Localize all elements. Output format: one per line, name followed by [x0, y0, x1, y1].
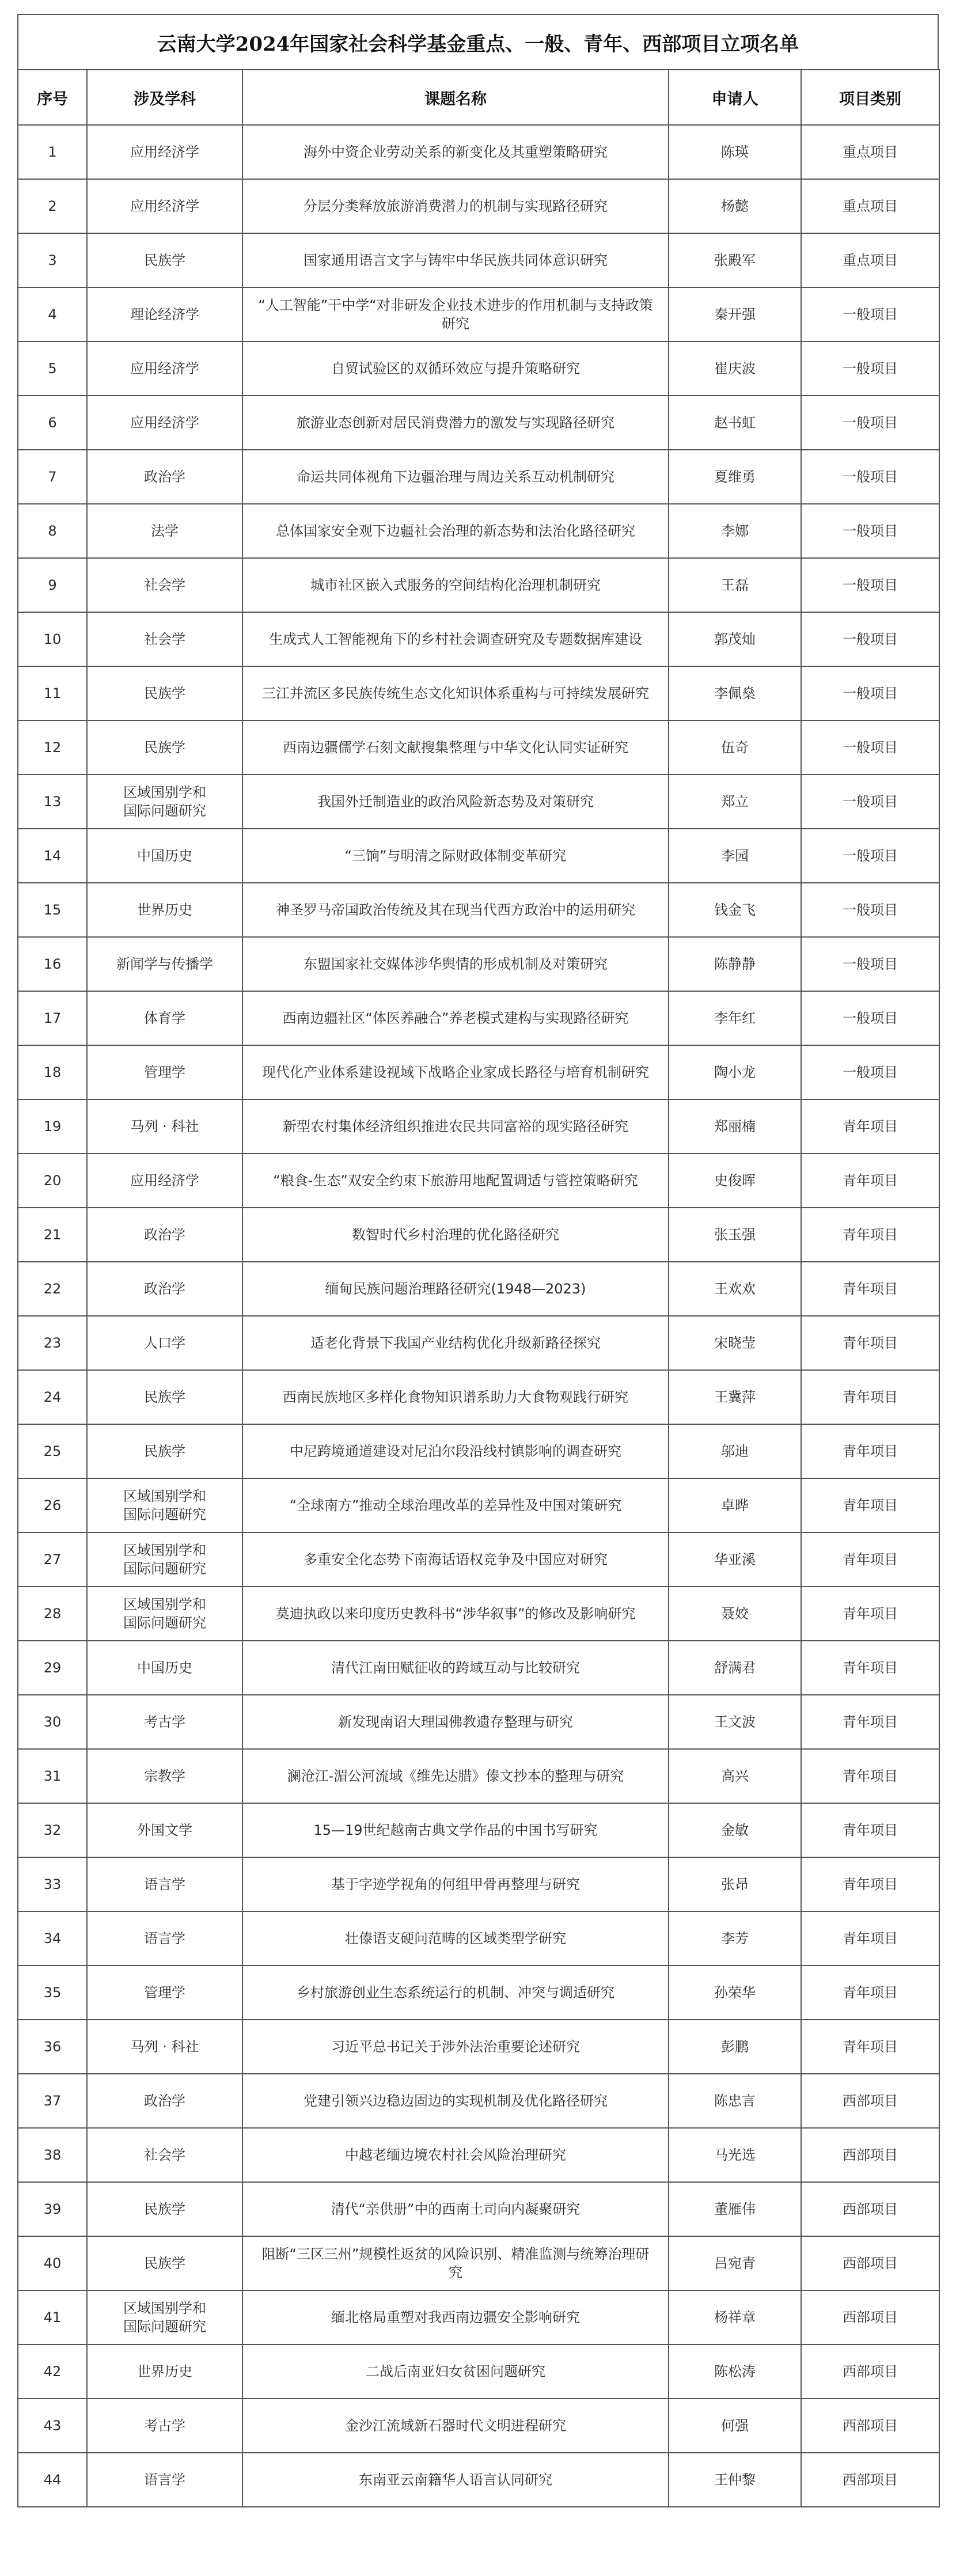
table-row	[18, 1532, 939, 1587]
cell-subject: 体育学	[87, 991, 242, 1045]
cell-index: 35	[18, 1966, 87, 2020]
table-row	[18, 233, 939, 287]
cell-subject: 考古学	[87, 2399, 242, 2453]
cell-project-type: 西部项目	[801, 2128, 939, 2182]
cell-project-type: 青年项目	[801, 1208, 939, 1262]
table-row	[18, 1478, 939, 1532]
cell-applicant: 马光选	[669, 2128, 801, 2182]
cell-project-name: 多重安全化态势下南海话语权竞争及中国应对研究	[242, 1532, 669, 1587]
cell-subject: 政治学	[87, 1262, 242, 1316]
cell-project-name: 城市社区嵌入式服务的空间结构化治理机制研究	[242, 558, 669, 612]
cell-index: 24	[18, 1370, 87, 1424]
cell-project-type: 一般项目	[801, 720, 939, 775]
cell-project-type: 一般项目	[801, 558, 939, 612]
cell-project-type: 西部项目	[801, 2290, 939, 2344]
cell-project-name: 基于字迹学视角的何组甲骨再整理与研究	[242, 1857, 669, 1911]
cell-applicant: 秦开强	[669, 287, 801, 342]
cell-project-type: 青年项目	[801, 1262, 939, 1316]
cell-index: 5	[18, 342, 87, 396]
cell-subject: 政治学	[87, 2074, 242, 2128]
table-row	[18, 1695, 939, 1749]
cell-project-type: 青年项目	[801, 1911, 939, 1966]
cell-project-name: 缅北格局重塑对我西南边疆安全影响研究	[242, 2290, 669, 2344]
cell-project-name: 自贸试验区的双循环效应与提升策略研究	[242, 342, 669, 396]
cell-project-type: 青年项目	[801, 1966, 939, 2020]
cell-project-type: 一般项目	[801, 1045, 939, 1099]
table-row	[18, 2344, 939, 2399]
cell-project-name: 金沙江流域新石器时代文明进程研究	[242, 2399, 669, 2453]
cell-index: 43	[18, 2399, 87, 2453]
cell-subject: 民族学	[87, 2236, 242, 2290]
cell-subject: 民族学	[87, 2182, 242, 2236]
table-row	[18, 1749, 939, 1803]
cell-subject: 区域国别学和 国际问题研究	[87, 1587, 242, 1641]
cell-subject: 民族学	[87, 1370, 242, 1424]
cell-index: 10	[18, 612, 87, 666]
cell-applicant: 卓晔	[669, 1478, 801, 1532]
cell-project-type: 青年项目	[801, 1532, 939, 1587]
table-row	[18, 1262, 939, 1316]
cell-index: 16	[18, 937, 87, 991]
cell-project-name: 东南亚云南籍华人语言认同研究	[242, 2453, 669, 2507]
cell-project-type: 一般项目	[801, 504, 939, 558]
cell-subject: 人口学	[87, 1316, 242, 1370]
cell-subject: 法学	[87, 504, 242, 558]
table-row	[18, 2074, 939, 2128]
table-row	[18, 937, 939, 991]
header-project-name: 课题名称	[242, 70, 669, 125]
cell-project-name: 命运共同体视角下边疆治理与周边关系互动机制研究	[242, 450, 669, 504]
cell-applicant: 高兴	[669, 1749, 801, 1803]
table-row	[18, 2020, 939, 2074]
cell-subject: 世界历史	[87, 883, 242, 937]
cell-subject: 应用经济学	[87, 125, 242, 179]
cell-project-type: 一般项目	[801, 396, 939, 450]
cell-applicant: 杨祥章	[669, 2290, 801, 2344]
cell-project-type: 青年项目	[801, 1370, 939, 1424]
cell-project-type: 一般项目	[801, 666, 939, 720]
cell-applicant: 崔庆波	[669, 342, 801, 396]
cell-project-name: 西南民族地区多样化食物知识谱系助力大食物观践行研究	[242, 1370, 669, 1424]
cell-index: 12	[18, 720, 87, 775]
cell-applicant: 伍奇	[669, 720, 801, 775]
cell-subject: 区域国别学和 国际问题研究	[87, 1478, 242, 1532]
cell-subject: 理论经济学	[87, 287, 242, 342]
cell-project-name: 我国外迁制造业的政治风险新态势及对策研究	[242, 775, 669, 829]
cell-subject: 政治学	[87, 1208, 242, 1262]
cell-index: 9	[18, 558, 87, 612]
cell-index: 4	[18, 287, 87, 342]
cell-index: 6	[18, 396, 87, 450]
cell-project-name: 总体国家安全观下边疆社会治理的新态势和法治化路径研究	[242, 504, 669, 558]
cell-index: 18	[18, 1045, 87, 1099]
cell-project-name: 15—19世纪越南古典文学作品的中国书写研究	[242, 1803, 669, 1857]
cell-subject: 民族学	[87, 233, 242, 287]
cell-index: 22	[18, 1262, 87, 1316]
cell-project-type: 一般项目	[801, 883, 939, 937]
table-row	[18, 2290, 939, 2344]
cell-project-name: 阻断“三区三州”规模性返贫的风险识别、精准监测与统筹治理研究	[242, 2236, 669, 2290]
cell-index: 2	[18, 179, 87, 233]
cell-project-name: 新发现南诏大理国佛教遗存整理与研究	[242, 1695, 669, 1749]
cell-project-name: 中越老缅边境农村社会风险治理研究	[242, 2128, 669, 2182]
cell-project-name: 东盟国家社交媒体涉华舆情的形成机制及对策研究	[242, 937, 669, 991]
cell-project-type: 一般项目	[801, 450, 939, 504]
cell-subject: 应用经济学	[87, 179, 242, 233]
cell-applicant: 金敏	[669, 1803, 801, 1857]
cell-project-type: 青年项目	[801, 1316, 939, 1370]
table-row	[18, 450, 939, 504]
cell-subject: 社会学	[87, 612, 242, 666]
cell-subject: 民族学	[87, 720, 242, 775]
cell-project-type: 一般项目	[801, 612, 939, 666]
cell-project-name: 神圣罗马帝国政治传统及其在现当代西方政治中的运用研究	[242, 883, 669, 937]
cell-index: 23	[18, 1316, 87, 1370]
cell-project-type: 西部项目	[801, 2399, 939, 2453]
cell-subject: 语言学	[87, 2453, 242, 2507]
table-row	[18, 2128, 939, 2182]
cell-project-name: 壮傣语支硬问范畴的区域类型学研究	[242, 1911, 669, 1966]
cell-subject: 区域国别学和 国际问题研究	[87, 775, 242, 829]
cell-applicant: 李佩燊	[669, 666, 801, 720]
table-row	[18, 720, 939, 775]
cell-subject: 区域国别学和 国际问题研究	[87, 2290, 242, 2344]
cell-index: 7	[18, 450, 87, 504]
cell-project-name: “人工智能”干中学“对非研发企业技术进步的作用机制与支持政策研究	[242, 287, 669, 342]
cell-applicant: 张昂	[669, 1857, 801, 1911]
table-row	[18, 612, 939, 666]
cell-subject: 政治学	[87, 450, 242, 504]
cell-project-name: 现代化产业体系建设视域下战略企业家成长路径与培育机制研究	[242, 1045, 669, 1099]
cell-project-type: 青年项目	[801, 1424, 939, 1478]
table-row	[18, 1316, 939, 1370]
header-index: 序号	[18, 70, 87, 125]
cell-subject: 宗教学	[87, 1749, 242, 1803]
cell-project-name: 分层分类释放旅游消费潜力的机制与实现路径研究	[242, 179, 669, 233]
cell-project-name: 适老化背景下我国产业结构优化升级新路径探究	[242, 1316, 669, 1370]
cell-subject: 应用经济学	[87, 1154, 242, 1208]
table-row	[18, 287, 939, 342]
cell-subject: 应用经济学	[87, 342, 242, 396]
cell-applicant: 彭鹏	[669, 2020, 801, 2074]
cell-index: 38	[18, 2128, 87, 2182]
cell-project-type: 青年项目	[801, 1641, 939, 1695]
cell-project-type: 青年项目	[801, 1478, 939, 1532]
cell-index: 13	[18, 775, 87, 829]
cell-index: 8	[18, 504, 87, 558]
cell-project-name: 西南边疆儒学石刻文献搜集整理与中华文化认同实证研究	[242, 720, 669, 775]
cell-project-type: 西部项目	[801, 2074, 939, 2128]
cell-index: 17	[18, 991, 87, 1045]
cell-project-name: “粮食-生态”双安全约束下旅游用地配置调适与管控策略研究	[242, 1154, 669, 1208]
cell-project-type: 青年项目	[801, 1154, 939, 1208]
table-row	[18, 504, 939, 558]
cell-project-name: 乡村旅游创业生态系统运行的机制、冲突与调适研究	[242, 1966, 669, 2020]
cell-project-type: 一般项目	[801, 937, 939, 991]
cell-subject: 民族学	[87, 666, 242, 720]
table-row	[18, 775, 939, 829]
cell-index: 33	[18, 1857, 87, 1911]
cell-index: 20	[18, 1154, 87, 1208]
cell-applicant: 陈忠言	[669, 2074, 801, 2128]
cell-applicant: 张玉强	[669, 1208, 801, 1262]
cell-index: 25	[18, 1424, 87, 1478]
cell-project-name: 缅甸民族问题治理路径研究(1948—2023)	[242, 1262, 669, 1316]
table-row	[18, 1966, 939, 2020]
cell-index: 40	[18, 2236, 87, 2290]
cell-applicant: 郭茂灿	[669, 612, 801, 666]
cell-applicant: 宋晓莹	[669, 1316, 801, 1370]
table-row	[18, 558, 939, 612]
table-row	[18, 1424, 939, 1478]
cell-project-name: 新型农村集体经济组织推进农民共同富裕的现实路径研究	[242, 1099, 669, 1154]
table-row	[18, 125, 939, 179]
table-row	[18, 1208, 939, 1262]
cell-subject: 管理学	[87, 1966, 242, 2020]
cell-project-name: 中尼跨境通道建设对尼泊尔段沿线村镇影响的调查研究	[242, 1424, 669, 1478]
header-row	[18, 70, 939, 125]
cell-index: 37	[18, 2074, 87, 2128]
cell-project-type: 青年项目	[801, 2020, 939, 2074]
cell-applicant: 陈瑛	[669, 125, 801, 179]
cell-project-name: 数智时代乡村治理的优化路径研究	[242, 1208, 669, 1262]
table-row	[18, 1803, 939, 1857]
cell-project-type: 青年项目	[801, 1857, 939, 1911]
cell-index: 29	[18, 1641, 87, 1695]
cell-index: 15	[18, 883, 87, 937]
cell-project-name: 清代“亲供册”中的西南土司向内凝聚研究	[242, 2182, 669, 2236]
cell-project-type: 青年项目	[801, 1749, 939, 1803]
cell-project-type: 西部项目	[801, 2453, 939, 2507]
cell-project-name: 澜沧江-湄公河流域《维先达腊》傣文抄本的整理与研究	[242, 1749, 669, 1803]
cell-index: 42	[18, 2344, 87, 2399]
cell-index: 31	[18, 1749, 87, 1803]
cell-applicant: 李芳	[669, 1911, 801, 1966]
cell-project-type: 重点项目	[801, 179, 939, 233]
cell-applicant: 邬迪	[669, 1424, 801, 1478]
project-table	[17, 69, 940, 2507]
cell-applicant: 王仲黎	[669, 2453, 801, 2507]
cell-applicant: 舒满君	[669, 1641, 801, 1695]
header-project-type: 项目类别	[801, 70, 939, 125]
cell-project-type: 一般项目	[801, 991, 939, 1045]
table-row	[18, 1370, 939, 1424]
cell-project-type: 重点项目	[801, 125, 939, 179]
header-applicant: 申请人	[669, 70, 801, 125]
cell-applicant: 华亚溪	[669, 1532, 801, 1587]
table-row	[18, 1857, 939, 1911]
cell-applicant: 李娜	[669, 504, 801, 558]
cell-applicant: 陶小龙	[669, 1045, 801, 1099]
cell-project-name: 海外中资企业劳动关系的新变化及其重塑策略研究	[242, 125, 669, 179]
cell-project-type: 青年项目	[801, 1803, 939, 1857]
cell-applicant: 王磊	[669, 558, 801, 612]
cell-project-name: 生成式人工智能视角下的乡村社会调查研究及专题数据库建设	[242, 612, 669, 666]
cell-subject: 区域国别学和 国际问题研究	[87, 1532, 242, 1587]
table-row	[18, 1154, 939, 1208]
cell-subject: 社会学	[87, 558, 242, 612]
cell-index: 41	[18, 2290, 87, 2344]
cell-project-type: 一般项目	[801, 775, 939, 829]
table-row	[18, 2182, 939, 2236]
cell-project-type: 一般项目	[801, 287, 939, 342]
cell-applicant: 聂姣	[669, 1587, 801, 1641]
cell-applicant: 郑立	[669, 775, 801, 829]
cell-subject: 世界历史	[87, 2344, 242, 2399]
cell-subject: 管理学	[87, 1045, 242, 1099]
cell-applicant: 郑丽楠	[669, 1099, 801, 1154]
cell-index: 28	[18, 1587, 87, 1641]
cell-applicant: 李年红	[669, 991, 801, 1045]
cell-index: 27	[18, 1532, 87, 1587]
cell-subject: 语言学	[87, 1911, 242, 1966]
cell-project-type: 西部项目	[801, 2182, 939, 2236]
cell-index: 19	[18, 1099, 87, 1154]
cell-applicant: 何强	[669, 2399, 801, 2453]
table-row	[18, 1911, 939, 1966]
table-row	[18, 1045, 939, 1099]
cell-index: 36	[18, 2020, 87, 2074]
cell-project-type: 西部项目	[801, 2236, 939, 2290]
cell-applicant: 陈静静	[669, 937, 801, 991]
cell-subject: 考古学	[87, 1695, 242, 1749]
cell-index: 34	[18, 1911, 87, 1966]
cell-project-name: 二战后南亚妇女贫困问题研究	[242, 2344, 669, 2399]
cell-index: 14	[18, 829, 87, 883]
cell-applicant: 孙荣华	[669, 1966, 801, 2020]
cell-index: 30	[18, 1695, 87, 1749]
table-body	[18, 125, 939, 2507]
cell-subject: 外国文学	[87, 1803, 242, 1857]
cell-applicant: 赵书虹	[669, 396, 801, 450]
cell-applicant: 董雁伟	[669, 2182, 801, 2236]
cell-applicant: 吕宛青	[669, 2236, 801, 2290]
cell-applicant: 史俊晖	[669, 1154, 801, 1208]
cell-project-name: 清代江南田赋征收的跨域互动与比较研究	[242, 1641, 669, 1695]
cell-project-type: 重点项目	[801, 233, 939, 287]
cell-applicant: 王冀萍	[669, 1370, 801, 1424]
cell-project-name: 国家通用语言文字与铸牢中华民族共同体意识研究	[242, 233, 669, 287]
table-row	[18, 1099, 939, 1154]
table-row	[18, 179, 939, 233]
cell-index: 11	[18, 666, 87, 720]
cell-applicant: 夏维勇	[669, 450, 801, 504]
table-row	[18, 1587, 939, 1641]
cell-subject: 民族学	[87, 1424, 242, 1478]
cell-index: 3	[18, 233, 87, 287]
cell-applicant: 王文波	[669, 1695, 801, 1749]
cell-index: 32	[18, 1803, 87, 1857]
table-row	[18, 991, 939, 1045]
cell-index: 26	[18, 1478, 87, 1532]
cell-project-name: 莫迪执政以来印度历史教科书“涉华叙事”的修改及影响研究	[242, 1587, 669, 1641]
cell-project-type: 西部项目	[801, 2344, 939, 2399]
cell-index: 39	[18, 2182, 87, 2236]
cell-project-type: 一般项目	[801, 342, 939, 396]
cell-applicant: 杨懿	[669, 179, 801, 233]
table-row	[18, 2453, 939, 2507]
cell-applicant: 王欢欢	[669, 1262, 801, 1316]
cell-project-type: 一般项目	[801, 829, 939, 883]
table-row	[18, 342, 939, 396]
header-subject: 涉及学科	[87, 70, 242, 125]
table-row	[18, 829, 939, 883]
cell-subject: 语言学	[87, 1857, 242, 1911]
cell-index: 1	[18, 125, 87, 179]
cell-subject: 应用经济学	[87, 396, 242, 450]
table-row	[18, 666, 939, 720]
table-row	[18, 2236, 939, 2290]
cell-project-type: 青年项目	[801, 1587, 939, 1641]
cell-index: 21	[18, 1208, 87, 1262]
cell-subject: 中国历史	[87, 1641, 242, 1695]
table-row	[18, 396, 939, 450]
cell-subject: 社会学	[87, 2128, 242, 2182]
cell-project-name: “全球南方”推动全球治理改革的差异性及中国对策研究	[242, 1478, 669, 1532]
cell-project-type: 青年项目	[801, 1099, 939, 1154]
cell-project-name: “三饷”与明清之际财政体制变革研究	[242, 829, 669, 883]
cell-project-name: 西南边疆社区“体医养融合”养老模式建构与实现路径研究	[242, 991, 669, 1045]
table-row	[18, 1641, 939, 1695]
cell-applicant: 张殿军	[669, 233, 801, 287]
cell-subject: 马列 · 科社	[87, 2020, 242, 2074]
table-row	[18, 2399, 939, 2453]
cell-applicant: 李园	[669, 829, 801, 883]
cell-project-name: 党建引领兴边稳边固边的实现机制及优化路径研究	[242, 2074, 669, 2128]
cell-subject: 新闻学与传播学	[87, 937, 242, 991]
cell-subject: 马列 · 科社	[87, 1099, 242, 1154]
cell-applicant: 钱金飞	[669, 883, 801, 937]
table-row	[18, 883, 939, 937]
cell-subject: 中国历史	[87, 829, 242, 883]
cell-project-type: 青年项目	[801, 1695, 939, 1749]
cell-index: 44	[18, 2453, 87, 2507]
cell-project-name: 习近平总书记关于涉外法治重要论述研究	[242, 2020, 669, 2074]
page-title: 云南大学2024年国家社会科学基金重点、一般、青年、西部项目立项名单	[17, 14, 939, 69]
cell-project-name: 旅游业态创新对居民消费潜力的激发与实现路径研究	[242, 396, 669, 450]
cell-project-name: 三江并流区多民族传统生态文化知识体系重构与可持续发展研究	[242, 666, 669, 720]
cell-applicant: 陈松涛	[669, 2344, 801, 2399]
